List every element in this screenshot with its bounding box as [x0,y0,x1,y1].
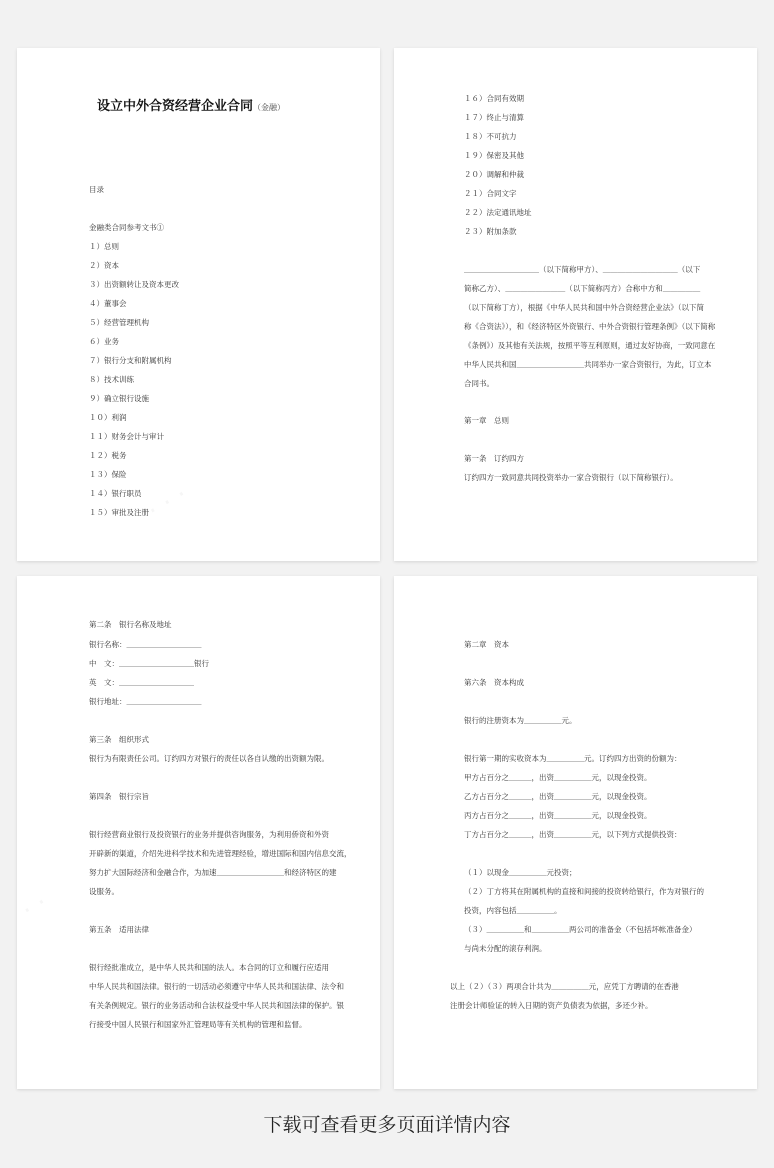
bank-address-field: 银行地址：＿＿＿＿＿＿＿＿＿＿ [89,697,202,706]
paragraph-line: 设服务。 [89,887,119,896]
toc-item: ２３）附加条款 [464,227,517,236]
paragraph-line: 中华人民共和国法律。银行的一切活动必须遵守中华人民共和国法律、法令和 [89,982,344,991]
article-heading: 第六条 资本构成 [464,678,524,687]
investment-line: 投资，内容包括＿＿＿＿＿。 [464,906,562,915]
toc-item: ２２）法定通讯地址 [464,208,532,217]
investment-line: （２）丁方将其在附属机构的直接和间接的投资转给银行，作为对银行的 [464,887,704,896]
paragraph-line: 简称乙方）、＿＿＿＿＿＿＿＿（以下简称丙方）合称中方和＿＿＿＿＿ [464,284,701,293]
toc-item: １１）财务会计与审计 [89,432,164,441]
article-heading: 第一条 订约四方 [464,454,524,463]
paragraph-line: 努力扩大国际经济和金融合作，为加速＿＿＿＿＿＿＿＿＿和经济特区的建 [89,868,337,877]
chinese-name-field: 中 文：＿＿＿＿＿＿＿＿＿＿银行 [89,659,209,668]
toc-item: ２）资本 [89,261,119,270]
toc-item: １２）税务 [89,451,127,460]
toc-item: １６）合同有效期 [464,94,524,103]
capital-line: 乙方占百分之＿＿＿，出资＿＿＿＿＿元，以现金投资。 [464,792,652,801]
investment-line: 与尚未分配的滚存利润。 [464,944,547,953]
toc-item: ３）出资额转让及资本更改 [89,280,179,289]
toc-item: ２１）合同文字 [464,189,517,198]
paragraph-line: 开辟新的渠道，介绍先进科学技术和先进管理经验，增进国际和国内信息交流， [89,849,352,858]
investment-line: （３）＿＿＿＿＿和＿＿＿＿＿两公司的准备金（不包括坏帐准备金） [464,925,697,934]
registered-capital: 银行的注册资本为＿＿＿＿＿元。 [464,716,577,725]
watermark [17,888,53,935]
document-page-2 [394,48,757,561]
toc-item: ７）银行分支和附属机构 [89,356,172,365]
document-page-3 [17,576,380,1089]
toc-label: 目录 [89,185,104,194]
footer-caption: 下载可查看更多页面详情内容 [263,1114,511,1136]
english-name-field: 英 文：＿＿＿＿＿＿＿＿＿＿ [89,678,194,687]
toc-item: １０）利润 [89,413,127,422]
toc-item: １）总则 [89,242,119,251]
chapter-heading: 第二章 资本 [464,640,509,649]
paragraph-line: 合同书。 [464,379,494,388]
ref-label: 金融类合同参考文书① [89,223,164,232]
paragraph-line: 中华人民共和国＿＿＿＿＿＿＿＿＿共同举办一家合资银行，为此，订立本 [464,360,712,369]
document-page-4 [394,576,757,1089]
paragraph-line: 《条例》）及其他有关法规，按照平等互利原则，通过友好协商，一致同意在 [464,341,716,350]
capital-line: 甲方占百分之＿＿＿，出资＿＿＿＿＿元，以现金投资。 [464,773,652,782]
capital-line: 银行第一期的实收资本为＿＿＿＿＿元。订约四方出资的份额为： [464,754,682,763]
paragraph-line: 银行经营商业银行及投资银行的业务并提供咨询服务，为利用侨资和外资 [89,830,329,839]
paragraph-line: （以下简称丁方），根据《中华人民共和国中外合资经营企业法》（以下简 [464,303,704,312]
article-text: 银行为有限责任公司。订约四方对银行的责任以各自认缴的出资额为限。 [89,754,329,763]
toc-item: ８）技术训练 [89,375,134,384]
toc-item: １８）不可抗力 [464,132,517,141]
paragraph-line: 以上（２）（３）两项合计共为＿＿＿＿＿元，应凭丁方聘请的在香港 [450,982,679,991]
toc-item: ９）确立银行设施 [89,394,149,403]
toc-item: ５）经营管理机构 [89,318,149,327]
document-page-1 [17,48,380,561]
investment-line: （１）以现金＿＿＿＿＿元投资； [464,868,577,877]
paragraph-line: 银行经批准成立，是中华人民共和国的法人。本合同的订立和履行应适用 [89,963,329,972]
article-heading: 第二条 银行名称及地址 [89,620,172,629]
toc-item: １５）审批及注册 [89,508,149,517]
toc-item: ６）业务 [89,337,119,346]
toc-item: ２０）调解和仲裁 [464,170,524,179]
article-heading: 第五条 适用法律 [89,925,149,934]
paragraph-line: ＿＿＿＿＿＿＿＿＿＿（以下简称甲方）、＿＿＿＿＿＿＿＿＿＿（以下 [464,265,701,274]
bank-name-field: 银行名称：＿＿＿＿＿＿＿＿＿＿ [89,640,202,649]
chapter-heading: 第一章 总则 [464,416,509,425]
toc-item: １９）保密及其他 [464,151,524,160]
article-text: 订约四方一致同意共同投资举办一家合资银行（以下简称银行）。 [464,473,678,482]
watermark [142,480,193,527]
toc-item: ４）董事会 [89,299,127,308]
page-title: 设立中外合资经营企业合同（金融） [97,99,286,114]
paragraph-line: 注册会计师验证的转入日期的资产负债表为依据，多还少补。 [450,1001,653,1010]
toc-item: １７）终止与清算 [464,113,524,122]
toc-item: １３）保险 [89,470,127,479]
article-heading: 第三条 组织形式 [89,735,149,744]
toc-item: １４）银行职员 [89,489,142,498]
paragraph-line: 称《合资法》），和《经济特区外资银行、中外合资银行管理条例》（以下简称 [464,322,716,331]
capital-line: 丁方占百分之＿＿＿，出资＿＿＿＿＿元，以下列方式提供投资： [464,830,682,839]
capital-line: 丙方占百分之＿＿＿，出资＿＿＿＿＿元，以现金投资。 [464,811,652,820]
paragraph-line: 行接受中国人民银行和国家外汇管理局等有关机构的管理和监督。 [89,1020,307,1029]
article-heading: 第四条 银行宗旨 [89,792,149,801]
paragraph-line: 有关条例规定。银行的业务活动和合法权益受中华人民共和国法律的保护。银 [89,1001,344,1010]
